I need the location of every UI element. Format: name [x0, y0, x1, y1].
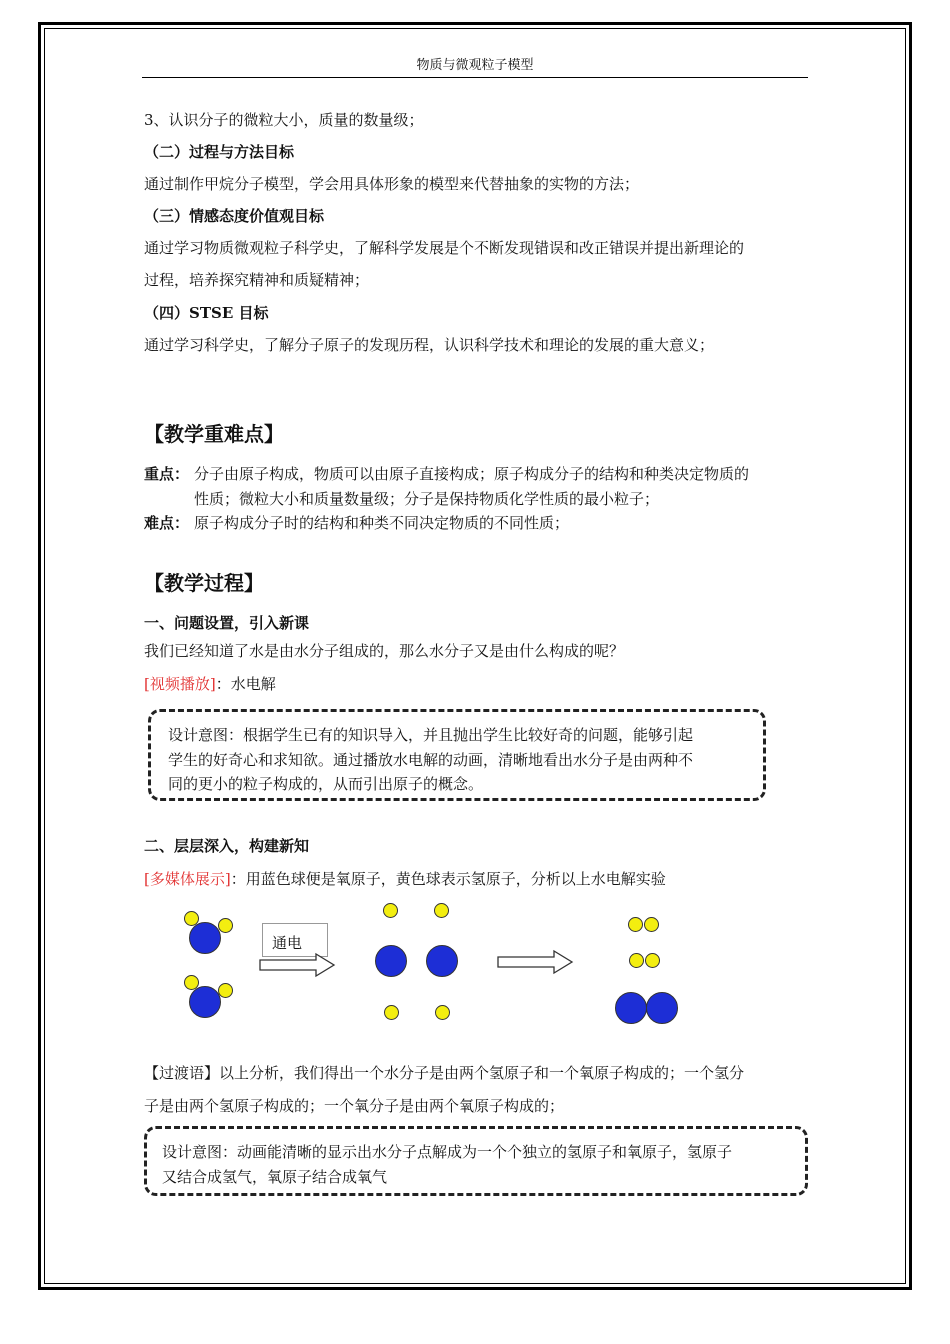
keypoints-title: 【教学重难点】 — [144, 422, 284, 446]
oxygen-atom — [426, 945, 458, 977]
hydrogen-atom — [384, 1005, 399, 1020]
video-line — [144, 673, 276, 694]
box2-line-1: 设计意图：动画能清晰的显示出水分子点解成为一个个独立的氢原子和氧原子，氢原子 — [162, 1143, 733, 1161]
arrow-icon — [258, 952, 338, 978]
electrify-label: 通电 — [272, 934, 303, 952]
process-goal-text: 通过制作甲烷分子模型，学会用具体形象的模型来代替抽象的实物的方法； — [144, 175, 640, 193]
transition-text-1: 【过渡语】以上分析，我们得出一个水分子是由两个氢原子和一个氧原子构成的；一个氢分 — [144, 1064, 745, 1082]
hard-label: 难点： — [144, 514, 190, 532]
oxygen-atom — [375, 945, 407, 977]
key-text-1: 分子由原子构成，物质可以由原子直接构成；原子构成分子的结构和种类决定物质的 — [194, 465, 750, 483]
oxygen-atom — [189, 986, 221, 1018]
stse-goal-text: 通过学习科学史，了解分子原子的发现历程，认识科学技术和理论的发展的重大意义； — [144, 336, 715, 354]
emotion-goal-text-1: 通过学习物质微观粒子科学史，了解科学发展是个不断发现错误和改正错误并提出新理论的 — [144, 239, 745, 257]
hydrogen-atom — [645, 953, 660, 968]
emotion-goal-heading: （三）情感态度价值观目标 — [144, 207, 325, 225]
hydrogen-atom — [435, 1005, 450, 1020]
key-label: 重点： — [144, 465, 190, 483]
arrow-icon — [496, 949, 576, 975]
box1-line-2: 学生的好奇心和求知欲。通过播放水电解的动画，清晰地看出水分子是由两种不 — [168, 751, 694, 769]
multimedia-tag-text: ：用蓝色球便是氧原子，黄色球表示氢原子，分析以上水电解实验 — [230, 870, 666, 888]
multimedia-tag: [多媒体展示] — [144, 870, 231, 888]
oxygen-atom — [646, 992, 678, 1024]
box1-line-3: 同的更小的粒子构成的，从而引出原子的概念。 — [168, 775, 484, 793]
hydrogen-atom — [218, 983, 233, 998]
process-goal-heading: （二）过程与方法目标 — [144, 143, 295, 161]
box2-line-2: 又结合成氢气，氧原子结合成氧气 — [162, 1168, 388, 1186]
key-text-2: 性质；微粒大小和质量数量级；分子是保持物质化学性质的最小粒子； — [194, 490, 660, 508]
oxygen-atom — [615, 992, 647, 1024]
hydrogen-atom — [628, 917, 643, 932]
hydrogen-atom — [218, 918, 233, 933]
hydrogen-atom — [434, 903, 449, 918]
hard-text: 原子构成分子时的结构和种类不同决定物质的不同性质； — [194, 514, 570, 532]
video-tag-text: ：水电解 — [215, 675, 276, 693]
emotion-goal-text-2: 过程，培养探究精神和质疑精神； — [144, 271, 370, 289]
multimedia-line — [144, 868, 666, 889]
transition-text-2: 子是由两个氢原子构成的；一个氧分子是由两个氧原子构成的； — [144, 1097, 565, 1115]
section-2-heading: 二、层层深入，构建新知 — [144, 837, 310, 855]
section-1-heading: 一、问题设置，引入新课 — [144, 614, 310, 632]
section-1-text: 我们已经知道了水是由水分子组成的，那么水分子又是由什么构成的呢？ — [144, 642, 625, 660]
oxygen-atom — [189, 922, 221, 954]
goal-item-3: 3、认识分子的微粒大小，质量的数量级； — [144, 111, 424, 129]
hydrogen-atom — [644, 917, 659, 932]
video-tag: [视频播放] — [144, 675, 216, 693]
hydrogen-atom — [629, 953, 644, 968]
page-header: 物质与微观粒子模型 — [142, 54, 808, 78]
box1-line-1: 设计意图：根据学生已有的知识导入，并且抛出学生比较好奇的问题，能够引起 — [168, 726, 694, 744]
process-title: 【教学过程】 — [144, 571, 264, 595]
hydrogen-atom — [383, 903, 398, 918]
stse-goal-heading: （四）STSE 目标 — [144, 304, 269, 322]
